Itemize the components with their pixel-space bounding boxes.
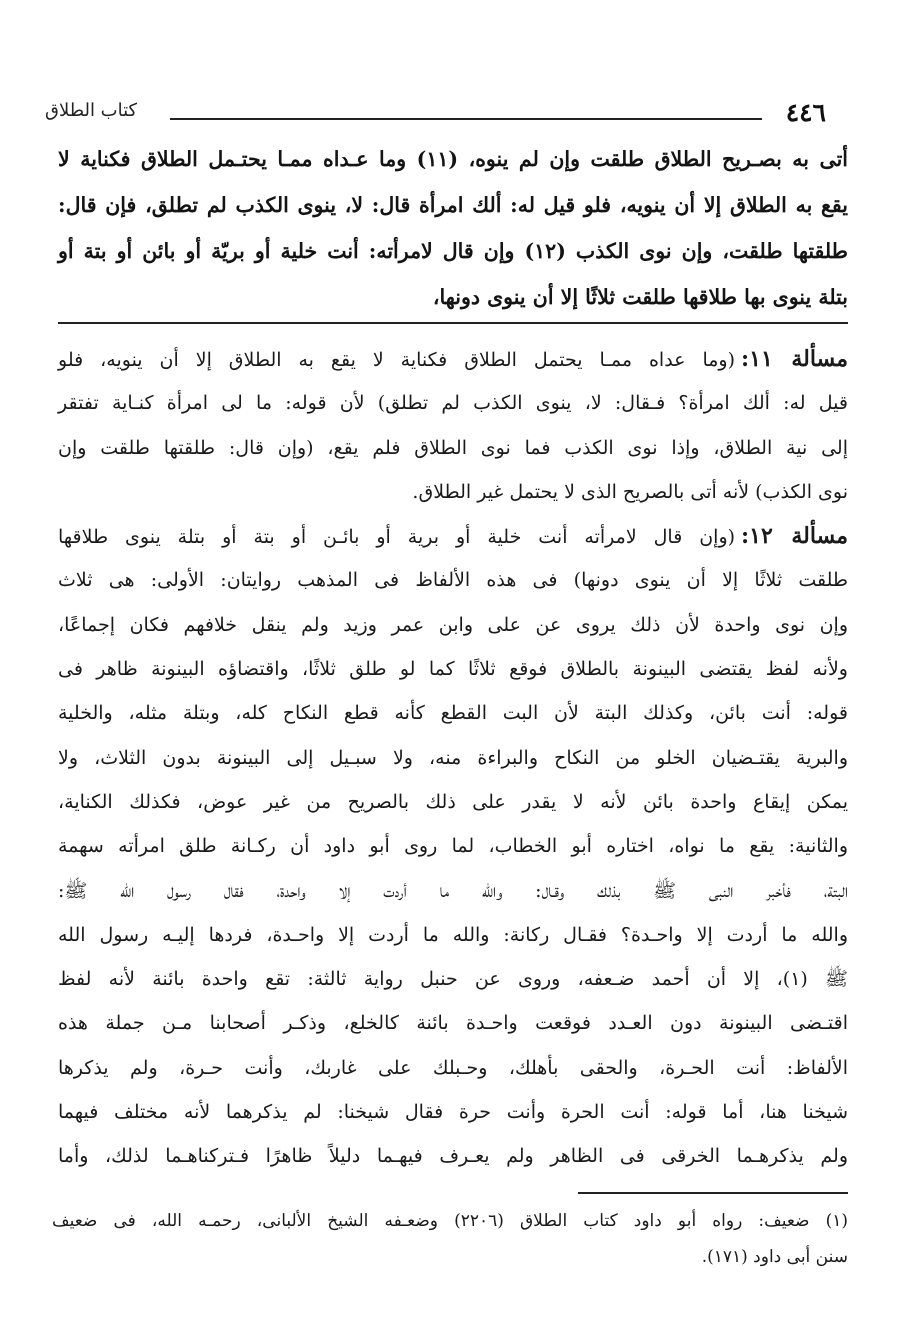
footnote-line: (١) ضعيف: رواه أبو داود كتاب الطلاق (٢٢٠٦) وضعـفه الشيخ الألبانى، رحمـه الله، فى ضعيف xyxy=(52,1211,848,1231)
footnote-line: سنن أبى داود (١٧١). xyxy=(701,1247,848,1267)
commentary-line: قوله: أنت بائن، وكذلك البتة لأن البت القطع كأنه قطع النكاح كله، وبتلة مثله، والخلية xyxy=(58,702,848,725)
matn-text xyxy=(58,136,848,320)
commentary-line: والله ما أردت إلا واحـدة؟ فقـال ركانة: والله ما أردت إلا واحـدة، فردها إليـه رسول الله xyxy=(58,923,848,946)
commentary-line: ولأنه لفظ يقتضى البينونة بالطلاق فوقع ثلاثًا كما لو طلق ثلاثًا، واقتضاؤه البينونة ظاهر فى xyxy=(58,658,848,681)
commentary-text xyxy=(58,337,848,1179)
matn-line: بتلة ينوى بها طلاقها طلقت ثلاثًا إلا أن ينوى دونها، xyxy=(432,285,848,309)
commentary-line: شيخنا هنا، أما قوله: أنت الحرة وأنت حرة فقال شيخنا: لم يذكرهما لأنه مختلف فيهما xyxy=(58,1101,848,1124)
page-number: ٤٤٦ xyxy=(785,98,826,127)
matn-line: أتى به بصـريح الطلاق طلقت وإن لم ينوه، (١١) وما عـداه ممـا يحتـمل الطلاق فكناية لا xyxy=(58,147,849,171)
commentary-line: الألفاظ: أنت الحـرة، والحقى بأهلك، وحـبلك على غاربك، وأنت حـرة، ولم يذكرها xyxy=(58,1056,848,1079)
footnotes xyxy=(52,1203,848,1275)
matn-line: طلقتها طلقت، وإن نوى الكذب (١٢) وإن قال لامرأته: أنت خلية أو بريّة أو بائن أو بتة أو xyxy=(58,239,848,263)
commentary-line: (وإن قال لامرأته أنت خلية أو برية أو بائـن أو بتة أو بتلة ينوى طلاقها xyxy=(58,526,736,549)
commentary-line: اقتـضى البينونة دون العـدد فوقعت واحـدة بائنة كالخلع، وذكـر أصحابنا مـن جملة هذه xyxy=(58,1012,848,1035)
matn-commentary-separator xyxy=(58,322,848,324)
commentary-line: ولم يذكرهـما الخرقى فى الظاهر ولم يعـرف فيهـما دليلاً ظاهرًا فـتركناهـما لذلك، وأما xyxy=(58,1145,848,1168)
commentary-line: طلقت ثلاثًا إلا أن ينوى دونها) فى هذه الألفاظ فى المذهب روايتان: الأولى: هى ثلاث xyxy=(58,569,848,592)
masala-11-heading: مسألة ١١: xyxy=(741,346,848,372)
masala-11-first-line xyxy=(58,337,848,381)
commentary-line: يمكن إيقاع واحدة بائن لأنه لا يقدر على ذلك بالصريح من غير عوض، فكذلك الكناية، xyxy=(58,790,848,813)
commentary-line: نوى الكذب) لأنه أتى بالصريح الذى لا يحتمل غير الطلاق. xyxy=(412,480,848,503)
footnote-rule xyxy=(578,1192,848,1194)
commentary-line: وإن نوى واحدة لأن ذلك يروى عن على وابن عمر وزيد ولم ينقل خلافهم فكان إجماعًا، xyxy=(58,613,848,636)
matn-line: يقع به الطلاق إلا أن ينويه، فلو قيل له: ألك امرأة قال: لا، ينوى الكذب لم تطلق، فإن قال: xyxy=(58,193,848,217)
masala-12-first-line xyxy=(58,514,848,558)
masala-12-heading: مسألة ١٢: xyxy=(741,523,848,550)
header-rule xyxy=(170,118,762,120)
commentary-line: إلى نية الطلاق، وإذا نوى الكذب فما نوى الطلاق فلم يقع، (وإن قال: طلقتها طلقت وإن xyxy=(58,436,848,459)
commentary-line: البتة، فأخبر النبى ﷺ بذلك وقـال: والله ما أردت إلا واحدة، فقال رسول الله ﷺ: xyxy=(58,879,848,902)
commentary-line: قيل له: ألك امرأة؟ فـقال: لا، ينوى الكذب لم تطلق) لأن قوله: ما لى امرأة كنـاية تفتقر xyxy=(58,392,848,415)
commentary-line: والثانية: يقع ما نواه، اختاره أبو الخطاب، لما روى أبو داود أن ركـانة طلق امرأته سهمة xyxy=(58,835,848,858)
running-title: كتاب الطلاق xyxy=(45,100,138,121)
commentary-line: والبرية يقتـضيان الخلو من النكاح والبراءة منه، ولا سبـيل إلى البينونة بدون الثلاث، ولا xyxy=(58,746,848,769)
commentary-line: (وما عداه ممـا يحتمل الطلاق فكناية لا يقع به الطلاق إلا أن ينويه، فلو xyxy=(58,349,736,371)
commentary-line: ﷺ (١)، إلا أن أحمد ضـعفه، وروى عن حنبل رواية ثالثة: تقع واحدة بائنة لأنه لفظ xyxy=(58,968,849,991)
